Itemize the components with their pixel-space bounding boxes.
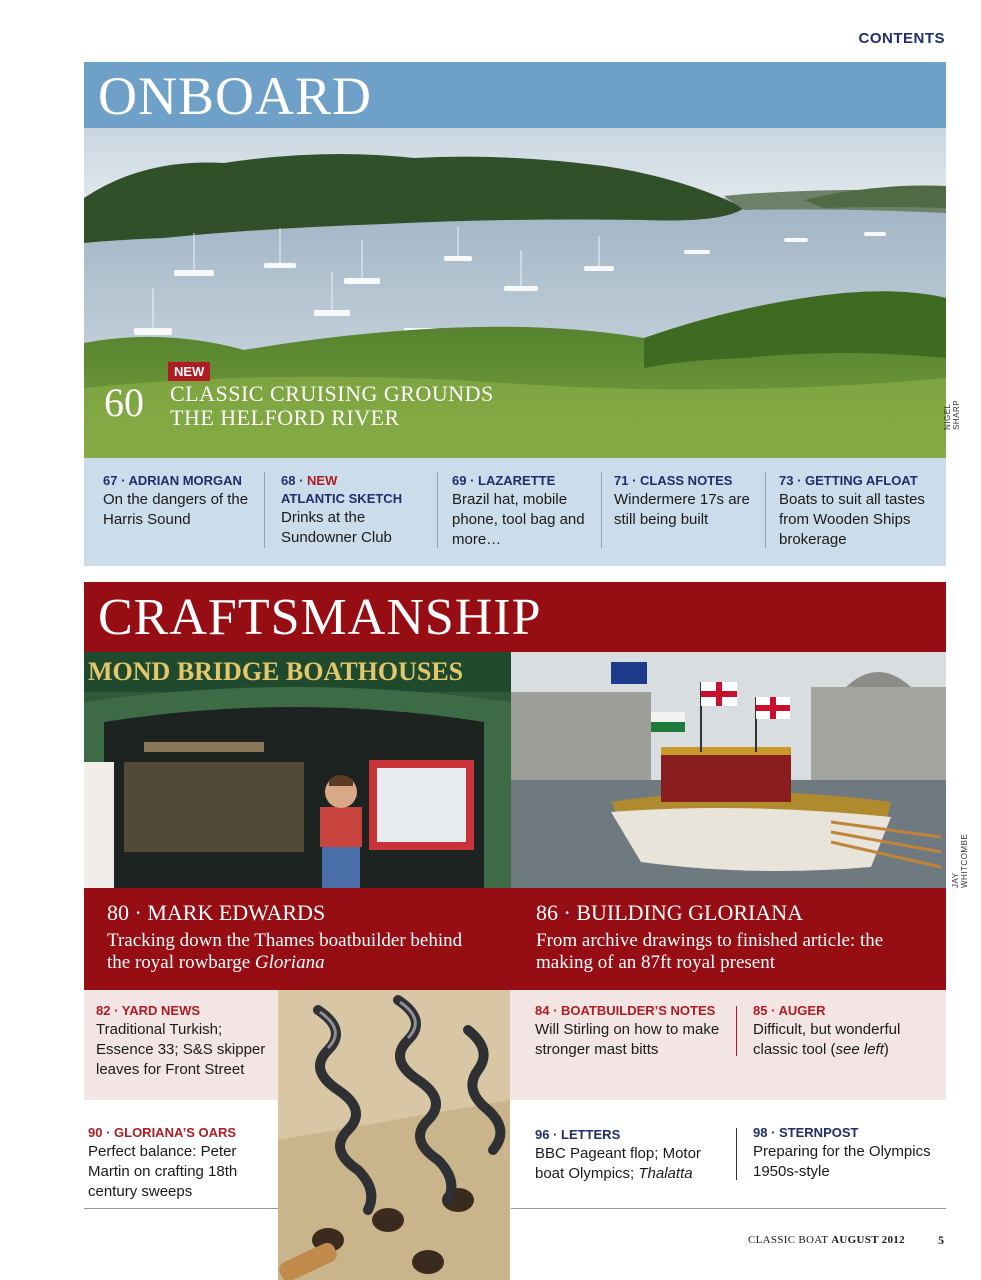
craftsmanship-title: CRAFTSMANSHIP — [98, 589, 542, 646]
feature-title-line1[interactable]: CLASSIC CRUISING GROUNDS — [170, 381, 494, 406]
craft-item-sternpost[interactable] — [753, 1124, 938, 1182]
page-number: 5 — [938, 1233, 944, 1247]
feature-italic: Gloriana — [254, 952, 325, 973]
text-end: ) — [883, 1041, 889, 1058]
item-kicker: 96 · LETTERS — [535, 1127, 621, 1142]
magazine-name: CLASSIC BOAT — [748, 1234, 829, 1246]
craft-item-yard-news[interactable] — [96, 1002, 268, 1080]
item-kicker-2: ATLANTIC SKETCH — [281, 491, 403, 506]
feature-text: Tracking down the Thames boatbuilder behind the royal rowbarge — [107, 930, 463, 973]
item-kicker — [281, 472, 431, 490]
column-divider — [765, 472, 766, 548]
column-divider — [601, 472, 602, 548]
item-text: Drinks at the Sundowner Club — [281, 509, 392, 546]
gloriana-photo[interactable] — [511, 652, 946, 888]
onboard-item-class-notes[interactable] — [614, 472, 764, 530]
item-text: On the dangers of the Harris Sound — [103, 491, 249, 528]
gloriana-image — [511, 652, 946, 888]
onboard-item-atlantic-sketch[interactable] — [281, 472, 431, 548]
item-kicker: 69 · LAZARETTE — [452, 473, 556, 488]
new-badge: NEW — [168, 362, 210, 381]
text-main: BBC Pageant flop; Motor boat Olympics; — [535, 1145, 701, 1182]
feature-building-gloriana-text: From archive drawings to finished article: the making of an 87ft royal present — [536, 930, 884, 973]
item-kicker: 85 · AUGER — [753, 1003, 826, 1018]
boathouse-sign-text: MOND BRIDGE BOATHOUSES — [88, 657, 464, 686]
craft-item-auger[interactable] — [753, 1002, 938, 1060]
item-text: Will Stirling on how to make stronger mast bitts — [535, 1021, 720, 1058]
feature-building-gloriana-heading[interactable]: 86 · BUILDING GLORIANA — [536, 900, 804, 925]
issue-date: AUGUST 2012 — [831, 1234, 905, 1246]
photo-credit: NIGEL SHARP — [943, 399, 961, 430]
item-kicker: 84 · BOATBUILDER’S NOTES — [535, 1003, 716, 1018]
feature-mark-edwards-text — [107, 930, 487, 974]
column-divider — [736, 1128, 737, 1180]
text-main: Difficult, but wonderful classic tool ( — [753, 1021, 901, 1058]
item-kicker: 82 · YARD NEWS — [96, 1003, 201, 1018]
item-text: Brazil hat, mobile phone, tool bag and more… — [452, 491, 585, 548]
feature-mark-edwards-heading[interactable]: 80 · MARK EDWARDS — [107, 900, 326, 925]
item-text: Perfect balance: Peter Martin on crafting 18th century sweeps — [88, 1143, 238, 1200]
text-italic: see left — [835, 1041, 884, 1058]
item-kicker: 67 · ADRIAN MORGAN — [103, 473, 242, 488]
item-kicker: 71 · CLASS NOTES — [614, 473, 733, 488]
section-label: CONTENTS — [858, 30, 945, 47]
boathouse-photo[interactable] — [84, 652, 511, 888]
feature-title-line2[interactable]: THE HELFORD RIVER — [170, 405, 400, 430]
page-footer — [748, 1234, 905, 1246]
craft-item-glorianas-oars[interactable] — [88, 1124, 268, 1202]
column-divider — [437, 472, 438, 548]
column-divider — [736, 1006, 737, 1056]
item-kicker: 90 · GLORIANA’S OARS — [88, 1125, 237, 1140]
item-text: Boats to suit all tastes from Wooden Ships brokerage — [779, 491, 925, 548]
item-text: Windermere 17s are still being built — [614, 491, 750, 528]
item-text — [535, 1144, 730, 1184]
item-text — [753, 1020, 938, 1060]
onboard-item-getting-afloat[interactable] — [779, 472, 939, 550]
onboard-item-lazarette[interactable] — [452, 472, 602, 550]
photo-credit: JAY WHITCOMBE — [951, 833, 969, 888]
feature-page-number: 60 — [104, 380, 144, 425]
kicker-page: 68 · — [281, 473, 308, 488]
column-divider — [264, 472, 265, 548]
craft-item-boatbuilders-notes[interactable] — [535, 1002, 730, 1060]
divider-line — [84, 1208, 278, 1209]
divider-line — [511, 1208, 946, 1209]
onboard-item-adrian-morgan[interactable] — [103, 472, 253, 530]
item-text: Traditional Turkish; Essence 33; S&S skipper leaves for Front Street — [96, 1021, 266, 1078]
kicker-new: NEW — [307, 473, 338, 488]
item-kicker: 73 · GETTING AFLOAT — [779, 473, 918, 488]
auger-photo[interactable] — [278, 990, 510, 1280]
boathouse-image — [84, 652, 511, 888]
craft-item-letters[interactable] — [535, 1126, 730, 1184]
onboard-title: ONBOARD — [98, 66, 373, 126]
item-kicker: 98 · STERNPOST — [753, 1125, 859, 1140]
text-italic: Thalatta — [638, 1165, 693, 1182]
auger-image — [278, 990, 510, 1280]
item-text: Preparing for the Olympics 1950s-style — [753, 1143, 931, 1180]
